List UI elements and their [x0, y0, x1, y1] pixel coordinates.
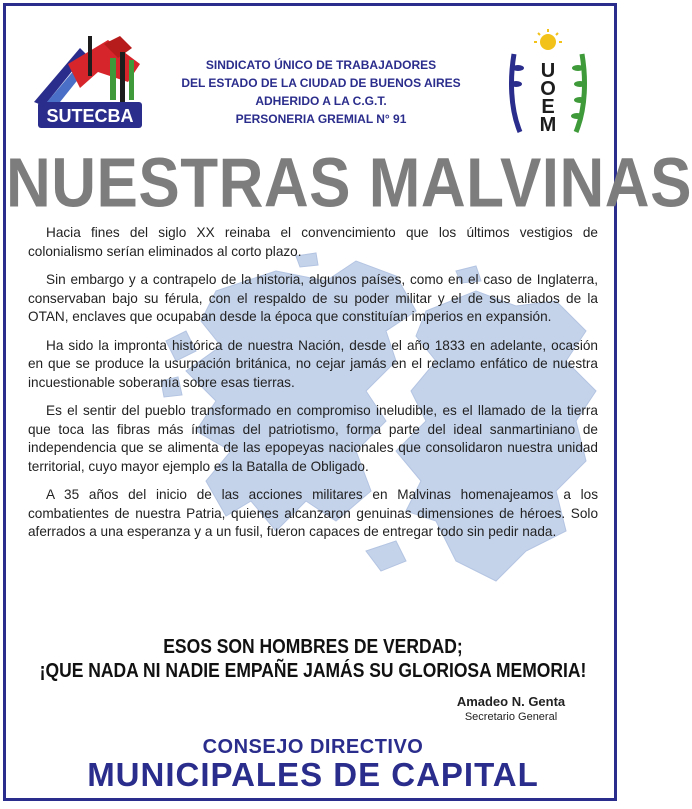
- paragraph-5: A 35 años del inicio de las acciones militares en Malvinas homenajeamos a los combatientes de nuestra Patria, quienes alcanzaron genuinas dimensiones de héroes. Solo aferrados a una esperanza y a un fusil, fueron capaces de entregar todo sin pedir nada.: [28, 487, 598, 539]
- paragraph-2: Sin embargo y a contrapelo de la historia, algunos países, como en el caso de Inglaterra, conservaban bajo su férula, con el respaldo de su poder militar y el de sus aliados de la OTAN, enclaves que ocupaban desde la época que constituían imperios en expansión.: [28, 272, 598, 324]
- header-line-4: PERSONERIA GREMIAL N° 91: [235, 112, 407, 126]
- svg-text:M: M: [539, 114, 557, 136]
- page-title: NUESTRAS MALVINAS: [6, 145, 692, 223]
- signer-name: Amadeo N. Genta: [456, 694, 566, 709]
- signer-role: Secretario General: [464, 711, 558, 723]
- closing-statement: [6, 634, 620, 682]
- union-header: [156, 56, 486, 128]
- footer-municipales: MUNICIPALES DE CAPITAL: [87, 756, 539, 793]
- header-line-2: DEL ESTADO DE LA CIUDAD DE BUENOS AIRES: [181, 76, 461, 90]
- uoem-logo: [504, 28, 592, 140]
- document-frame: [3, 3, 692, 801]
- signature-block: [446, 694, 576, 723]
- sutecba-logo-text: SUTECBA: [46, 106, 134, 126]
- svg-text:U: U: [540, 60, 556, 82]
- sutecba-logo: [28, 30, 148, 136]
- footer-council: CONSEJO DIRECTIVO: [202, 736, 424, 758]
- header-line-3: ADHERIDO A LA C.G.T.: [255, 94, 387, 108]
- svg-text:O: O: [540, 78, 556, 100]
- closing-line-2: ¡QUE NADA NI NADIE EMPAÑE JAMÁS SU GLORIOSA MEMORIA!: [39, 658, 587, 682]
- closing-line-1: ESOS SON HOMBRES DE VERDAD;: [163, 634, 463, 658]
- paragraph-1: Hacia fines del siglo XX reinaba el convencimiento que los últimos vestigios de colonialismo serían eliminados al corto plazo.: [28, 225, 598, 259]
- article-body: [28, 224, 598, 552]
- header-line-1: SINDICATO ÚNICO DE TRABAJADORES: [205, 58, 437, 72]
- paragraph-3: Ha sido la impronta histórica de nuestra Nación, desde el año 1833 en adelante, ocasión en que se produce la usurpación británica, no cejar jamás en el reclamo enfático de nuestra incuestionable soberanía sobre esas tierras.: [28, 337, 598, 390]
- paragraph-4: Es el sentir del pueblo transformado en compromiso ineludible, es el llamado de la tierra que toca las fibras más íntimas del patriotismo, forma parte del ideal sanmartiniano de independencia que se alimenta de las epopeyas nacionales que consolidaron nuestra unidad territorial, cuyo mayor ejemplo es la Batalla de Obligado.: [28, 403, 598, 474]
- svg-text:E: E: [541, 96, 555, 118]
